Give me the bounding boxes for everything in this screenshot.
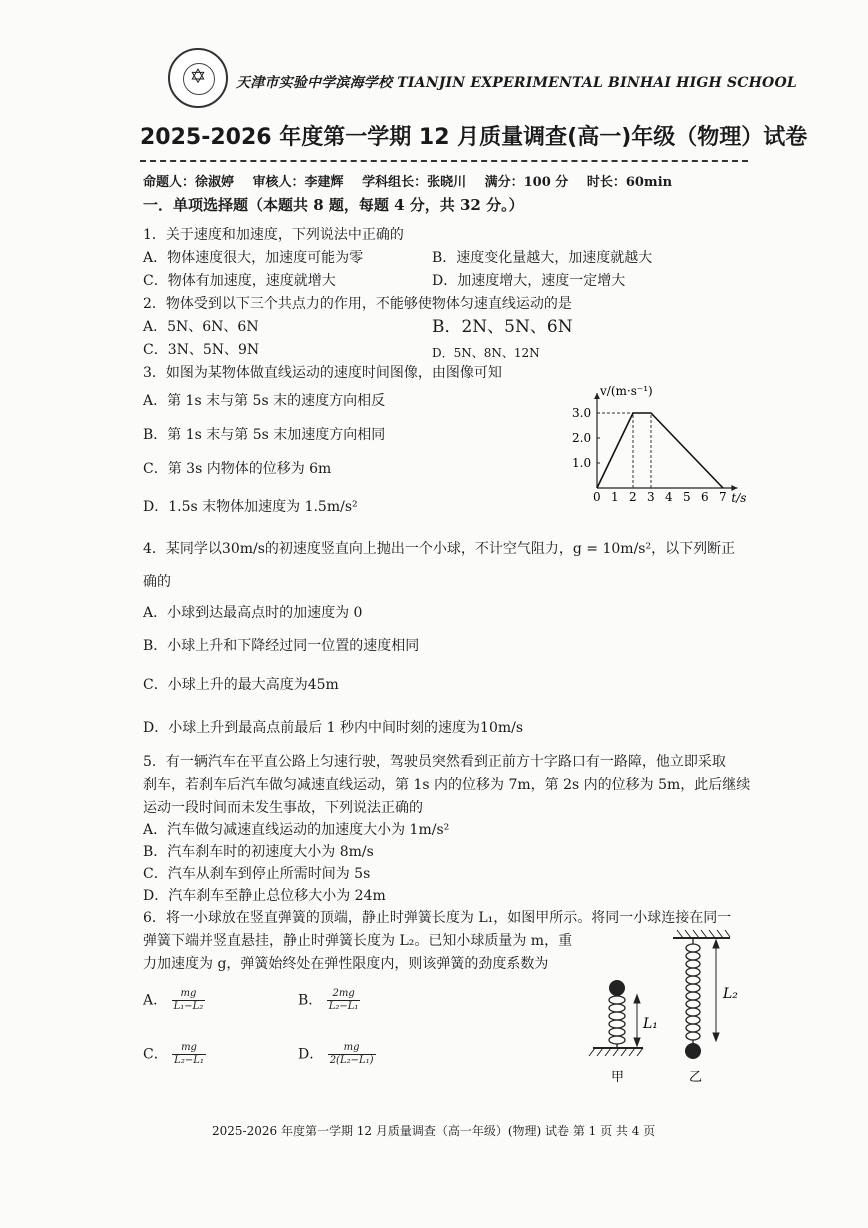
meta-author: 命题人：徐淑婷 (143, 175, 235, 190)
x-axis-label: t/s (731, 491, 747, 505)
floor-hatch (589, 1048, 643, 1056)
q6-option-a (143, 988, 205, 1013)
q1-stem: 1．关于速度和加速度，下列说法中正确的 (143, 227, 404, 243)
x-tick-label: 7 (719, 490, 727, 504)
q6-option-b-numerator: 2mg (327, 988, 361, 1001)
page-footer: 2025-2026 年度第一学期 12 月质量调查（高一年级）(物理) 试卷 第 1 页 共 4 页 (212, 1124, 656, 1138)
q4-option-b: B．小球上升和下降经过同一位置的速度相同 (143, 638, 420, 654)
q6-option-d-denominator: 2(L₂−L₁) (329, 1055, 374, 1066)
q4-option-a: A．小球到达最高点时的加速度为 0 (143, 605, 363, 621)
x-tick-label: 4 (665, 490, 673, 504)
q6-stem-line2: 弹簧下端并竖直悬挂，静止时弹簧长度为 L₂。已知小球质量为 m，重 (143, 933, 573, 949)
q1-option-a: A．物体速度很大，加速度可能为零 (143, 250, 364, 266)
ceiling-hatch (673, 930, 730, 938)
exam-meta (143, 171, 686, 190)
y-tick-label: 2.0 (572, 431, 592, 445)
x-tick-label: 2 (629, 490, 637, 504)
q6-option-d-numerator: mg (328, 1042, 376, 1055)
q6-option-c-numerator: mg (172, 1042, 206, 1055)
q6-stem-line1: 6．将一小球放在竖直弹簧的顶端，静止时弹簧长度为 L₁，如图甲所示。将同一小球连接在同一 (143, 910, 732, 926)
y-tick-label: 1.0 (572, 456, 592, 470)
section-heading: 一．单项选择题（本题共 8 题，每题 4 分，共 32 分。） (143, 196, 524, 214)
q3-option-d: D．1.5s 末物体加速度为 1.5m/s² (143, 499, 358, 515)
x-tick-label: 0 (593, 490, 601, 504)
l1-label: L₁ (643, 1016, 658, 1032)
q5-stem-line2: 刹车，若刹车后汽车做匀减速直线运动，第 1s 内的位移为 7m，第 2s 内的位移为 5m，此后继续 (143, 777, 751, 793)
q5-option-b: B．汽车刹车时的初速度大小为 8m/s (143, 844, 374, 860)
hanging-ball (685, 1043, 701, 1059)
hanging-spring (686, 938, 700, 1044)
meta-leader: 学科组长：张晓川 (362, 175, 467, 190)
school-name: 天津市实验中学滨海学校 TIANJIN EXPERIMENTAL BINHAI HIGH SCHOOL (236, 75, 797, 91)
q6-option-b-label: B． (298, 992, 323, 1009)
q5-stem-line1: 5．有一辆汽车在平直公路上匀速行驶，驾驶员突然看到正前方十字路口有一路障，他立即采取 (143, 754, 726, 770)
x-tick-label: 6 (701, 490, 709, 504)
q6-option-b (298, 988, 360, 1013)
q6-option-b-denominator: L₂−L₁ (328, 1001, 359, 1012)
x-tick-label: 3 (647, 490, 655, 504)
q2-stem: 2．物体受到以下三个共点力的作用，不能够使物体匀速直线运动的是 (143, 296, 572, 312)
q2-option-d: D．5N、8N、12N (432, 346, 540, 360)
q1-option-c: C．物体有加速度，速度就增大 (143, 273, 336, 289)
q5-option-c: C．汽车从刹车到停止所需时间为 5s (143, 866, 371, 882)
velocity-time-chart (570, 380, 760, 505)
q6-option-d-label: D． (298, 1046, 324, 1063)
q1-option-d: D．加速度增大，速度一定增大 (432, 273, 626, 289)
spring-figure (585, 928, 745, 1088)
meta-score: 满分：100 分 (484, 175, 569, 190)
q3-option-a: A．第 1s 末与第 5s 末的速度方向相反 (143, 393, 386, 409)
q5-option-a: A．汽车做匀减速直线运动的加速度大小为 1m/s² (143, 822, 450, 838)
q1-option-b: B．速度变化量越大，加速度就越大 (432, 250, 653, 266)
q6-option-c-label: C． (143, 1046, 168, 1063)
q3-option-c: C．第 3s 内物体的位移为 6m (143, 461, 332, 477)
exam-title: 2025-2026 年度第一学期 12 月质量调查(高一)年级（物理）试卷 (140, 125, 808, 150)
figure-label-jia: 甲 (611, 1070, 625, 1085)
meta-time: 时长：60min (586, 175, 673, 190)
q6-option-c-fraction (172, 1042, 206, 1067)
q6-option-a-numerator: mg (172, 988, 206, 1001)
x-tick-label: 5 (683, 490, 691, 504)
l2-marker (713, 940, 719, 1041)
school-logo: ✡ (168, 48, 228, 108)
y-tick-label: 3.0 (572, 406, 592, 420)
resting-ball (609, 980, 625, 996)
x-tick-label: 1 (611, 490, 619, 504)
q6-option-a-fraction (172, 988, 206, 1013)
header-divider (140, 160, 748, 162)
q6-stem-line3: 力加速度为 g，弹簧始终处在弹性限度内，则该弹簧的劲度系数为 (143, 956, 549, 972)
q4-stem-line1: 4．某同学以30m/s的初速度竖直向上抛出一个小球，不计空气阻力，g = 10m/s²，以下列断正 (143, 541, 736, 557)
q2-option-a: A．5N、6N、6N (143, 319, 259, 335)
q5-option-d: D．汽车刹车至静止总位移大小为 24m (143, 888, 386, 904)
floor-spring (609, 996, 625, 1048)
l1-marker (634, 995, 640, 1046)
q4-stem-line2: 确的 (143, 574, 171, 590)
q6-option-c (143, 1042, 206, 1067)
q6-option-a-label: A． (143, 992, 168, 1009)
q2-option-b: B．2N、5N、6N (432, 317, 573, 337)
q6-option-a-denominator: L₁−L₂ (173, 1001, 204, 1012)
q6-option-b-fraction (327, 988, 361, 1013)
q6-option-c-denominator: L₂−L₁ (174, 1055, 204, 1066)
velocity-series-line (597, 413, 723, 488)
q4-option-d: D．小球上升到最高点前最后 1 秒内中间时刻的速度为10m/s (143, 720, 524, 736)
q2-option-c: C．3N、5N、9N (143, 342, 260, 358)
l2-label: L₂ (723, 986, 738, 1002)
figure-label-yi: 乙 (689, 1070, 703, 1085)
y-axis-label: v/(m·s⁻¹) (600, 384, 653, 398)
meta-reviewer: 审核人：李建辉 (252, 175, 344, 190)
q6-option-d (298, 1042, 376, 1067)
q5-stem-line3: 运动一段时间而未发生事故，下列说法正确的 (143, 800, 423, 816)
q4-option-c: C．小球上升的最大高度为45m (143, 677, 339, 693)
q3-stem: 3．如图为某物体做直线运动的速度时间图像，由图像可知 (143, 365, 502, 381)
q3-option-b: B．第 1s 末与第 5s 末加速度方向相同 (143, 427, 386, 443)
q6-option-d-fraction (328, 1042, 376, 1067)
